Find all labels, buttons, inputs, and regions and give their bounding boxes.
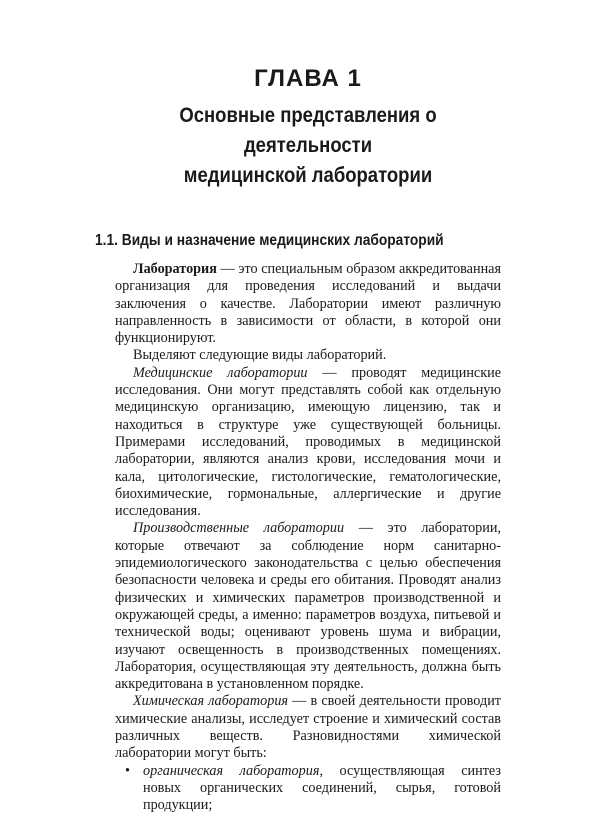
paragraph-medical-labs — [115, 365, 501, 521]
paragraph-industrial-labs — [115, 520, 501, 693]
lab-types-list — [115, 763, 501, 815]
chapter-label: ГЛАВА 1 — [254, 65, 362, 92]
term-medical-labs: Медицинские лаборатории — [133, 364, 308, 381]
paragraph-medical-labs-text: — проводят медицинские исследования. Они могут представлять собой как отдельную медицинскую организацию, имеющую лицензию, так и находиться в структуре уже существующей больницы. Примерами исследований, проводимых в медицинской лаборатории, являются анализ крови, исследования мочи и кала, цитологические, гистологические, гематологические, биохимические, гормональные, аллергические и другие исследования. — [115, 364, 501, 520]
term-chemical-lab: Химическая лаборатория — [133, 693, 289, 710]
term-laboratory: Лаборатория — [133, 261, 217, 277]
paragraph-chemical-lab-text: — в своей деятельности проводит химические анализы, исследует строение и химический состав различных веществ. Разновидностями химической лаборатории могут быть: — [115, 693, 501, 762]
paragraph-industrial-labs-text: — это лаборатории, которые отвечают за соблюдение норм санитарно-эпидемиологического законодательства с целью обеспечения безопасности человека и среды его обитания. Проводят анализ физических и химических параметров производственной и окружающей среды, а именно: параметров воздуха, питьевой и технической воды; оценивают уровень шума и вибрации, изучают освещенность в производственных помещениях. Лаборатория, осуществляющая эту деятельность, должна быть аккредитована в установленном порядке. — [115, 520, 501, 693]
section-heading: 1.1. Виды и назначение медицинских лабораторий — [95, 232, 444, 249]
body-text — [115, 261, 501, 815]
paragraph-chemical-lab — [115, 693, 501, 762]
list-item-text: , осуществляющая синтез новых органических соединений, сырья, готовой продукции; — [143, 762, 501, 814]
list-item — [125, 763, 501, 815]
paragraph-laboratory-text: — это специальным образом аккредитованная организация для проведения исследований и выдачи заключения о качестве. Лаборатории имеют различную направленность в зависимости от области, в которой они функционируют. — [115, 261, 501, 347]
bullet-marker: • — [125, 762, 130, 779]
book-page — [95, 55, 501, 815]
paragraph-laboratory — [115, 261, 501, 347]
term-organic-lab: органическая лаборатория — [143, 762, 320, 779]
chapter-title — [125, 101, 491, 191]
term-industrial-labs: Производственные лаборатории — [133, 520, 345, 537]
chapter-title-line-1: Основные представления о деятельности — [179, 104, 437, 157]
chapter-title-line-2: медицинской лаборатории — [183, 164, 433, 187]
paragraph-types-intro: Выделяют следующие виды лабораторий. — [133, 347, 387, 364]
